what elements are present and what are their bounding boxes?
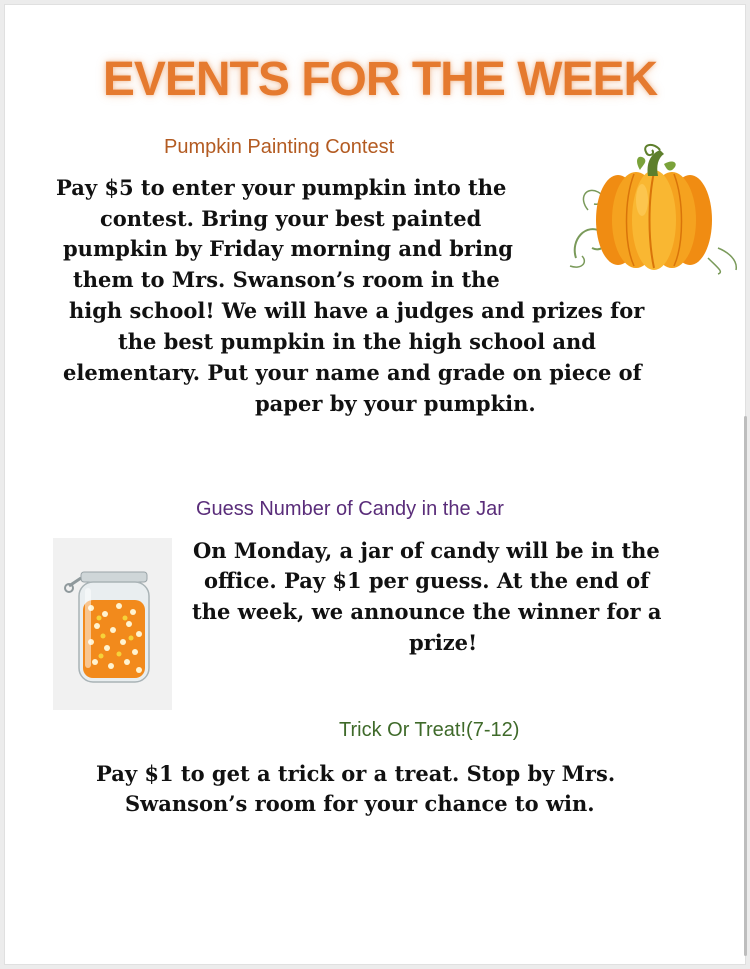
pumpkin-contest-heading: Pumpkin Painting Contest: [164, 136, 395, 158]
pumpkin-contest-text-line: high school! We will have a judges and prizes for: [69, 298, 645, 323]
pumpkin-contest-text-line: paper by your pumpkin.: [255, 391, 536, 416]
trick-or-treat-text-line: Pay $1 to get a trick or a treat. Stop by Mrs.: [96, 761, 616, 786]
page-title: EVENTS FOR THE WEEK: [102, 53, 658, 106]
pumpkin-contest-text-line: them to Mrs. Swanson’s room in the: [73, 267, 500, 292]
pumpkin-image: [568, 140, 740, 280]
pumpkin-icon: [568, 140, 740, 276]
candy-jar-text-line: office. Pay $1 per guess. At the end of: [204, 568, 650, 593]
candy-jar-image: [53, 538, 172, 710]
pumpkin-contest-text-line: the best pumpkin in the high school and: [118, 329, 596, 354]
pumpkin-contest-text-line: contest. Bring your best painted: [100, 206, 482, 231]
candy-jar-text-line: the week, we announce the winner for a: [192, 599, 662, 624]
trick-or-treat-heading: Trick Or Treat!(7-12): [339, 719, 520, 741]
candy-jar-icon: [53, 538, 172, 710]
pumpkin-contest-text-line: pumpkin by Friday morning and bring: [63, 236, 513, 261]
candy-jar-text-line: On Monday, a jar of candy will be in the: [193, 538, 660, 563]
trick-or-treat-text-line: Swanson’s room for your chance to win.: [125, 791, 595, 816]
scrollbar[interactable]: [744, 416, 747, 956]
candy-jar-text-line: prize!: [409, 630, 478, 655]
pumpkin-contest-text-line: Pay $5 to enter your pumpkin into the: [56, 175, 507, 200]
pumpkin-contest-text-line: elementary. Put your name and grade on piece of: [63, 360, 642, 385]
candy-jar-heading: Guess Number of Candy in the Jar: [196, 498, 504, 520]
